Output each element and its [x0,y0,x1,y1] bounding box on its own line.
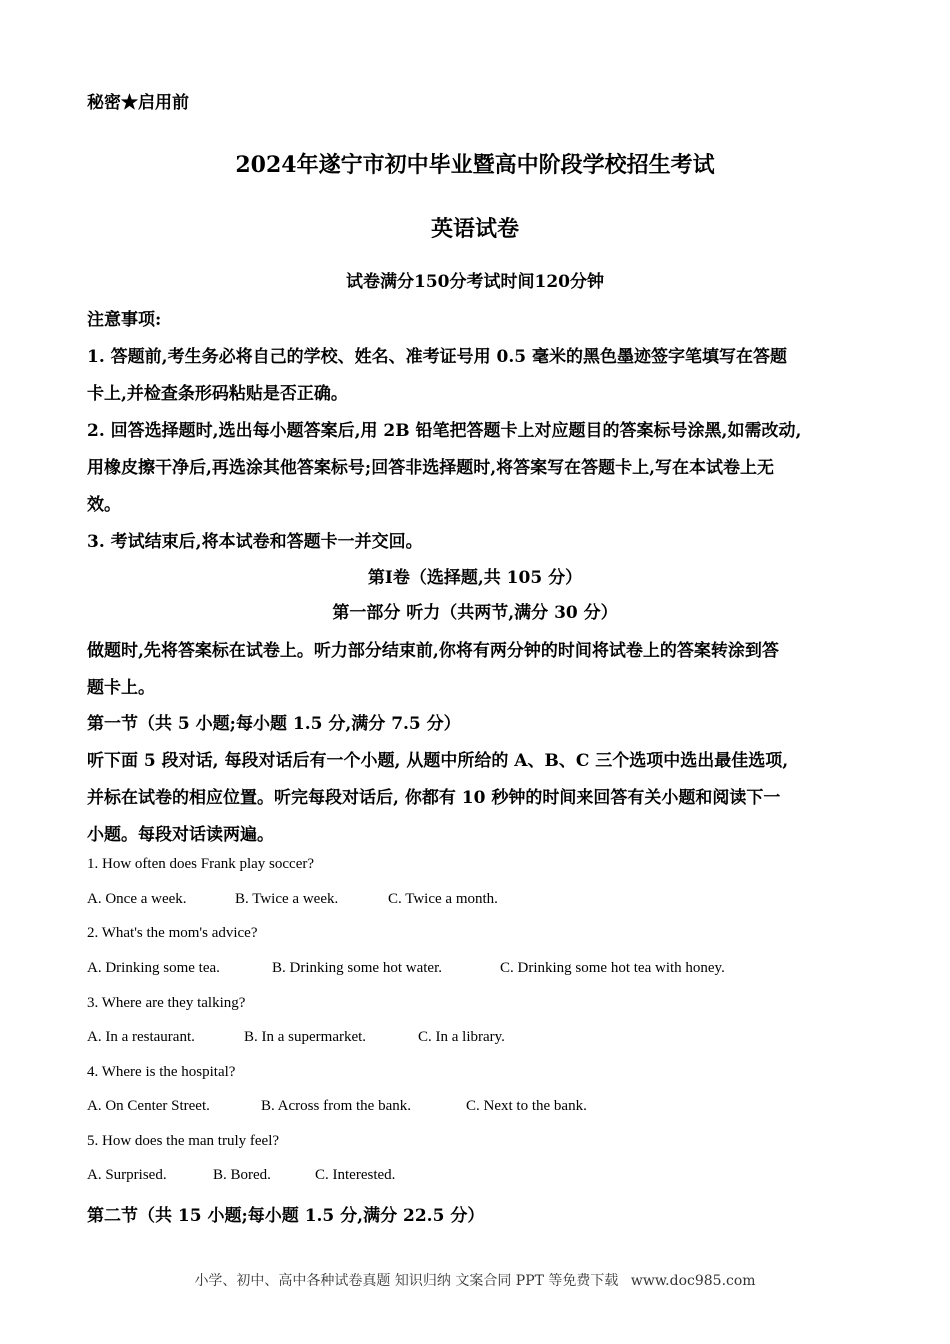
volume1-heading: 第Ⅰ卷（选择题,共 105 分） [367,568,583,588]
instruction-line1: 做题时,先将答案标在试卷上。听力部分结束前,你将有两分钟的时间将试卷上的答案转涂到答 [87,641,779,661]
question-3: 3. Where are they talking? [87,995,246,1011]
footer-url[interactable]: www.doc985.com [630,1273,756,1289]
option-c: C. Twice a month. [388,891,498,907]
question-5-options [87,1167,395,1184]
question-5: 5. How does the man truly feel? [87,1133,280,1149]
notice-item2-line2: 用橡皮擦干净后,再选涂其他答案标号;回答非选择题时,将答案写在答题卡上,写在本试卷上无 [87,458,775,478]
part1-heading: 第一部分 听力（共两节,满分 30 分） [332,603,618,623]
option-a: A. On Center Street. [87,1098,210,1114]
page-footer [0,1270,950,1290]
question-4-options [87,1098,587,1115]
option-c: C. Next to the bank. [466,1098,587,1114]
footer-text: 小学、初中、高中各种试卷真题 知识归纳 文案合同 PPT 等免费下载 [194,1273,619,1289]
notice-item2-line3: 效。 [87,495,121,515]
question-3-options [87,1029,505,1046]
option-a: A. Drinking some tea. [87,960,220,976]
section1-desc-line2: 并标在试卷的相应位置。听完每段对话后, 你都有 10 秒钟的时间来回答有关小题和阅读下一 [87,788,781,808]
option-a: A. Once a week. [87,891,187,907]
page-subtitle: 英语试卷 [430,216,519,242]
notice-item3: 3. 考试结束后,将本试卷和答题卡一并交回。 [87,532,423,552]
instruction-line2: 题卡上。 [87,678,155,698]
notice-item1-line1: 1. 答题前,考生务必将自己的学校、姓名、准考证号用 0.5 毫米的黑色墨迹签字笔填写在答题 [87,347,787,367]
notice-item2-line1: 2. 回答选择题时,选出每小题答案后,用 2B 铅笔把答题卡上对应题目的答案标号涂黑,如需改动, [87,421,802,441]
exam-info: 试卷满分150分考试时间120分钟 [346,272,604,292]
question-2: 2. What's the mom's advice? [87,925,258,941]
question-1: 1. How often does Frank play soccer? [87,856,315,872]
section1-desc-line3: 小题。每段对话读两遍。 [87,825,274,845]
question-4: 4. Where is the hospital? [87,1064,236,1080]
option-b: B. In a supermarket. [244,1029,367,1045]
option-c: C. Interested. [315,1167,396,1183]
secret-label: 秘密★启用前 [87,93,189,113]
question-2-options [87,960,725,977]
option-c: C. Drinking some hot tea with honey. [500,960,725,976]
section1-heading: 第一节（共 5 小题;每小题 1.5 分,满分 7.5 分） [87,714,461,734]
section2-heading: 第二节（共 15 小题;每小题 1.5 分,满分 22.5 分） [87,1206,485,1226]
option-b: B. Drinking some hot water. [272,960,442,976]
notice-item1-line2: 卡上,并检查条形码粘贴是否正确。 [87,384,348,404]
option-a: A. In a restaurant. [87,1029,195,1045]
option-c: C. In a library. [418,1029,505,1045]
page-title: 2024年遂宁市初中毕业暨高中阶段学校招生考试 [235,152,715,178]
notice-heading: 注意事项: [87,310,162,330]
option-b: B. Twice a week. [235,891,339,907]
option-a: A. Surprised. [87,1167,167,1183]
section1-desc-line1: 听下面 5 段对话, 每段对话后有一个小题, 从题中所给的 A、B、C 三个选项中选出最佳选项, [87,751,789,771]
option-b: B. Bored. [213,1167,271,1183]
question-1-options [87,891,498,908]
option-b: B. Across from the bank. [261,1098,411,1114]
